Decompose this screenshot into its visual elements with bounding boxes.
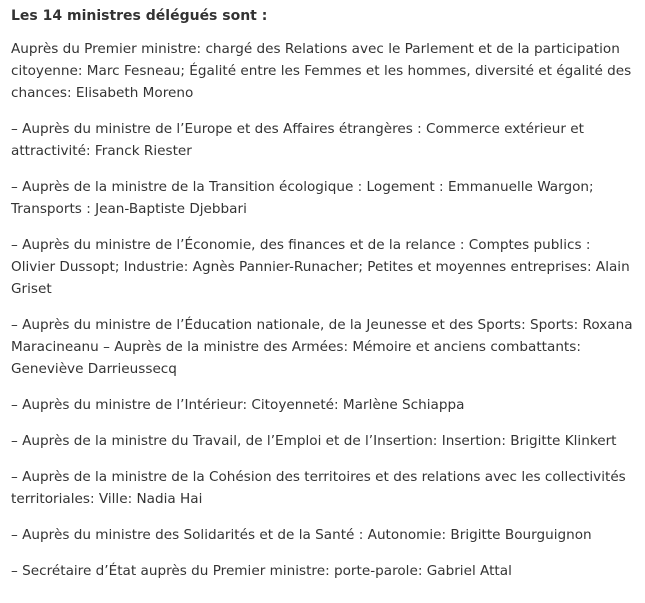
paragraph-cohesion-territoires: – Auprès de la ministre de la Cohésion des territoires et des relations avec les collectivités territoriales: Ville: Nadia Hai xyxy=(11,469,626,507)
paragraph-interieur: – Auprès du ministre de l’Intérieur: Citoyenneté: Marlène Schiappa xyxy=(11,397,465,413)
paragraph-travail-emploi: – Auprès de la ministre du Travail, de l’Emploi et de l’Insertion: Insertion: Brigitte Klinkert xyxy=(11,433,617,449)
paragraph-porte-parole: – Secrétaire d’État auprès du Premier ministre: porte-parole: Gabriel Attal xyxy=(11,563,512,579)
paragraph-transition-ecologique: – Auprès de la ministre de la Transition écologique : Logement : Emmanuelle Wargon; Transports : Jean-Baptiste Djebbari xyxy=(11,179,594,217)
paragraph-premier-ministre: Auprès du Premier ministre: chargé des Relations avec le Parlement et de la participation citoyenne: Marc Fesneau; Égalité entre les Femmes et les hommes, diversité et égalité des chances: Elisabeth Moreno xyxy=(11,41,632,101)
paragraph-solidarites-sante: – Auprès du ministre des Solidarités et de la Santé : Autonomie: Brigitte Bourguignon xyxy=(11,527,592,543)
section-heading: Les 14 ministres délégués sont : xyxy=(11,8,268,24)
paragraph-economie-finances: – Auprès du ministre de l’Économie, des finances et de la relance : Comptes publics : Olivier Dussopt; Industrie: Agnès Pannier-Runacher; Petites et moyennes entreprises: Alain Griset xyxy=(11,237,630,297)
paragraph-europe-affaires-etrangeres: – Auprès du ministre de l’Europe et des Affaires étrangères : Commerce extérieur et attractivité: Franck Riester xyxy=(11,121,584,159)
paragraph-education-nationale: – Auprès du ministre de l’Éducation nationale, de la Jeunesse et des Sports: Sports: Roxana Maracineanu – Auprès de la ministre des Armées: Mémoire et anciens combattants: Geneviève Darrieussecq xyxy=(11,317,633,377)
